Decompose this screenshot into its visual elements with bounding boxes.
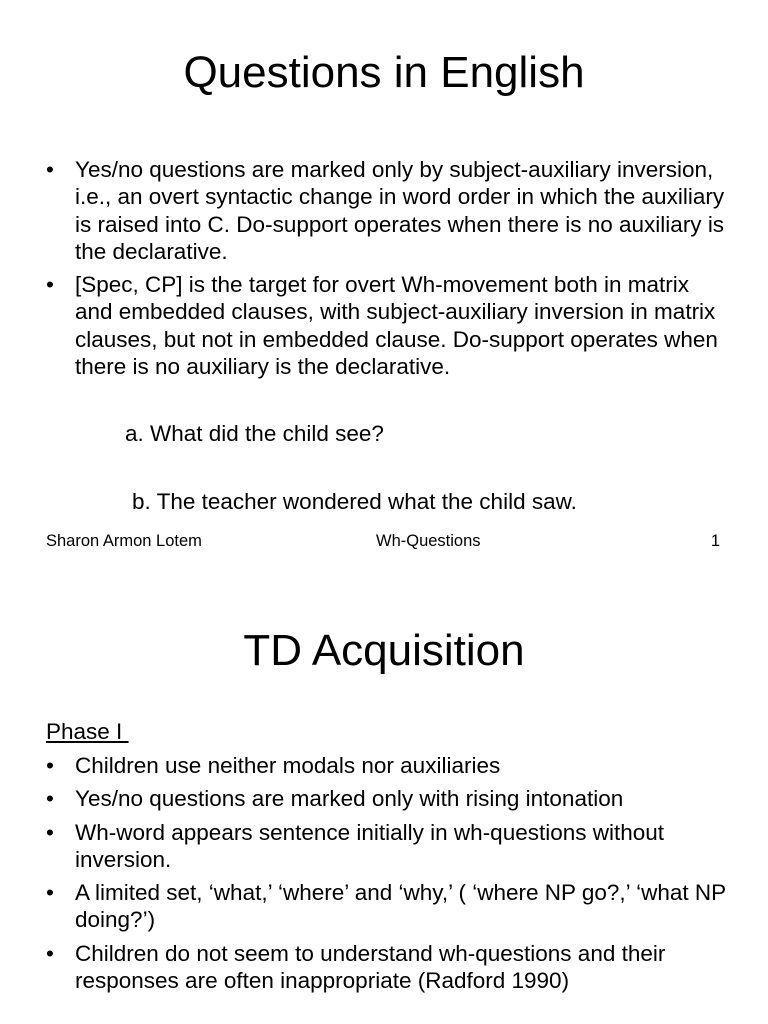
bullet-list — [46, 752, 726, 1000]
bullet-item: • Children do not seem to understand wh-questions and their responses are often inappropriate (Radford 1990) — [46, 940, 726, 995]
bullet-item: • Yes/no questions are marked only by subject-auxiliary inversion, i.e., an overt syntactic change in word order in which the auxiliary is raised into C. Do-support operates when there is no auxiliary is the declarative. — [46, 156, 726, 265]
footer-topic: Wh-Questions — [376, 532, 481, 550]
slide-footer — [0, 530, 768, 580]
slide-title: TD Acquisition — [243, 626, 525, 675]
bullet-list — [46, 156, 726, 386]
example-sentence-a: a. What did the child see? — [125, 421, 384, 446]
footer-author: Sharon Armon Lotem — [46, 532, 202, 550]
bullet-item: • A limited set, ‘what,’ ‘where’ and ‘why,’ ( ‘where NP go?,’ ‘what NP doing?’) — [46, 879, 726, 934]
footer-page-number: 1 — [710, 532, 720, 550]
example-sentence-b: b. The teacher wondered what the child saw. — [132, 489, 577, 514]
phase-heading: Phase I — [46, 719, 129, 744]
bullet-item: • Children use neither modals nor auxiliaries — [46, 752, 726, 779]
bullet-item: • Wh-word appears sentence initially in wh-questions without inversion. — [46, 819, 726, 874]
bullet-item: • [Spec, CP] is the target for overt Wh-movement both in matrix and embedded clauses, with subject-auxiliary inversion in matrix clauses, but not in embedded clause. Do-support operates when there is no auxiliary is the declarative. — [46, 271, 726, 380]
bullet-item: • Yes/no questions are marked only with rising intonation — [46, 785, 726, 812]
slide-title: Questions in English — [183, 48, 585, 97]
slide-td-acquisition — [0, 590, 768, 1024]
